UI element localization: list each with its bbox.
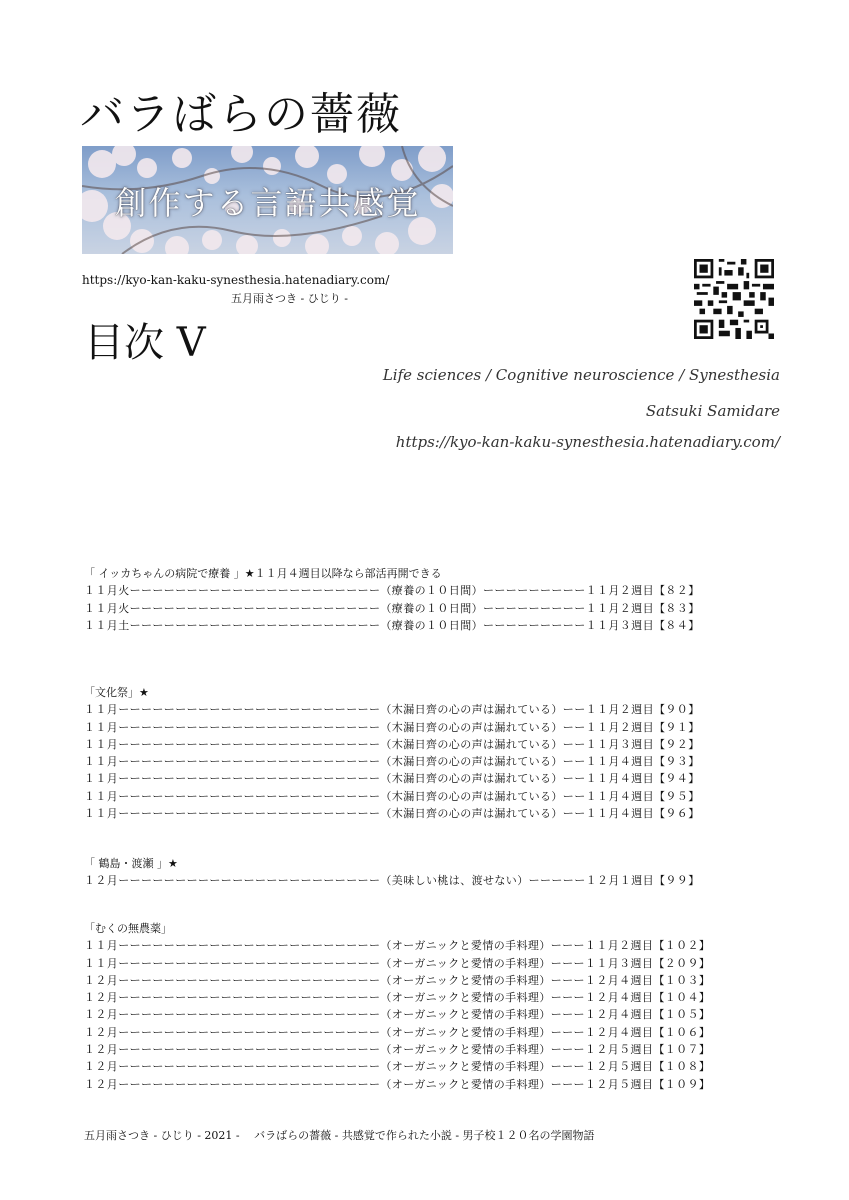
toc-section [84, 565, 704, 634]
toc-entry[interactable]: １１月ーーーーーーーーーーーーーーーーーーーーーーー（木漏日齊の心の声は漏れている）ーー１１月４週目【９６】 [84, 807, 700, 821]
toc-entry[interactable]: １２月ーーーーーーーーーーーーーーーーーーーーーーー（オーガニックと愛情の手料理）ーーー１２月４週目【１０５】 [84, 1008, 711, 1022]
toc-entry[interactable]: １２月ーーーーーーーーーーーーーーーーーーーーーーー（オーガニックと愛情の手料理）ーーー１２月５週目【１０７】 [84, 1043, 711, 1057]
toc-entry[interactable]: １２月ーーーーーーーーーーーーーーーーーーーーーーー（オーガニックと愛情の手料理）ーーー１２月５週目【１０９】 [84, 1077, 711, 1091]
section-heading: 「むくの無農薬」 [84, 922, 172, 935]
toc-entry[interactable]: １１月ーーーーーーーーーーーーーーーーーーーーーーー（オーガニックと愛情の手料理）ーーー１１月３週目【２０９】 [84, 956, 711, 970]
toc-entry[interactable]: １１月ーーーーーーーーーーーーーーーーーーーーーーー（木漏日齊の心の声は漏れている）ーー１１月４週目【９４】 [84, 772, 700, 786]
toc-entry[interactable]: １１月ーーーーーーーーーーーーーーーーーーーーーーー（木漏日齊の心の声は漏れている）ーー１１月２週目【９０】 [84, 703, 700, 717]
toc-entry[interactable]: １１月火ーーーーーーーーーーーーーーーーーーーーーー（療養の１０日間）ーーーーーーーーー１１月２週目【８３】 [84, 601, 700, 615]
author-signature: Satsuki Samidare [645, 402, 780, 420]
section-heading: 「 鶴島・渡瀬 」★ [84, 857, 178, 870]
toc-entry[interactable]: １１月ーーーーーーーーーーーーーーーーーーーーーーー（木漏日齊の心の声は漏れている）ーー１１月４週目【９５】 [84, 789, 700, 803]
toc-section [84, 855, 704, 890]
toc-title: 目次 V [84, 320, 206, 366]
signature-url[interactable]: https://kyo-kan-kaku-synesthesia.hatenadiary.com/ [395, 433, 780, 451]
toc-entry[interactable]: １２月ーーーーーーーーーーーーーーーーーーーーーーー（美味しい桃は、渡せない）ーーーーー１２月１週目【９９】 [84, 874, 700, 888]
toc-entry[interactable]: １１月ーーーーーーーーーーーーーーーーーーーーーーー（オーガニックと愛情の手料理）ーーー１１月２週目【１０２】 [84, 939, 711, 953]
toc-entry[interactable]: １１月ーーーーーーーーーーーーーーーーーーーーーーー（木漏日齊の心の声は漏れている）ーー１１月２週目【９１】 [84, 720, 700, 734]
blog-url[interactable]: https://kyo-kan-kaku-synesthesia.hatenadiary.com/ [82, 273, 390, 287]
toc-entry[interactable]: １２月ーーーーーーーーーーーーーーーーーーーーーーー（オーガニックと愛情の手料理）ーーー１２月４週目【１０３】 [84, 973, 711, 987]
page-footer: 五月雨さつき - ひじり - 2021 - バラばらの薔薇 - 共感覚で作られた小説 - 男子校１２０名の学園物語 [84, 1129, 595, 1142]
toc-entry[interactable]: １１月ーーーーーーーーーーーーーーーーーーーーーーー（木漏日齊の心の声は漏れている）ーー１１月４週目【９３】 [84, 755, 700, 769]
toc-section [84, 920, 711, 1093]
section-heading: 「 イッカちゃんの病院で療養 」★１１月４週目以降なら部活再開できる [84, 567, 442, 580]
qr-code-icon [694, 259, 774, 339]
toc-entry[interactable]: １２月ーーーーーーーーーーーーーーーーーーーーーーー（オーガニックと愛情の手料理）ーーー１２月４週目【１０６】 [84, 1025, 711, 1039]
page-title: バラばらの薔薇 [80, 89, 402, 140]
toc-section [84, 684, 704, 822]
subject-tagline: Life sciences / Cognitive neuroscience / Synesthesia [382, 366, 780, 384]
toc-entry[interactable]: １２月ーーーーーーーーーーーーーーーーーーーーーーー（オーガニックと愛情の手料理）ーーー１２月５週目【１０８】 [84, 1060, 711, 1074]
toc-entry[interactable]: １１月火ーーーーーーーーーーーーーーーーーーーーーー（療養の１０日間）ーーーーーーーーー１１月２週目【８２】 [84, 584, 700, 598]
banner-image [82, 146, 453, 254]
banner-caption: 創作する言語共感覚 [114, 184, 421, 222]
toc-entry[interactable]: １１月土ーーーーーーーーーーーーーーーーーーーーーー（療養の１０日間）ーーーーーーーーー１１月３週目【８４】 [84, 618, 700, 632]
toc-entry[interactable]: １１月ーーーーーーーーーーーーーーーーーーーーーーー（木漏日齊の心の声は漏れている）ーー１１月３週目【９２】 [84, 737, 700, 751]
section-heading: 「文化祭」★ [84, 686, 149, 699]
author-name: 五月雨さつき - ひじり - [231, 292, 348, 305]
toc-entry[interactable]: １２月ーーーーーーーーーーーーーーーーーーーーーーー（オーガニックと愛情の手料理）ーーー１２月４週目【１０４】 [84, 991, 711, 1005]
